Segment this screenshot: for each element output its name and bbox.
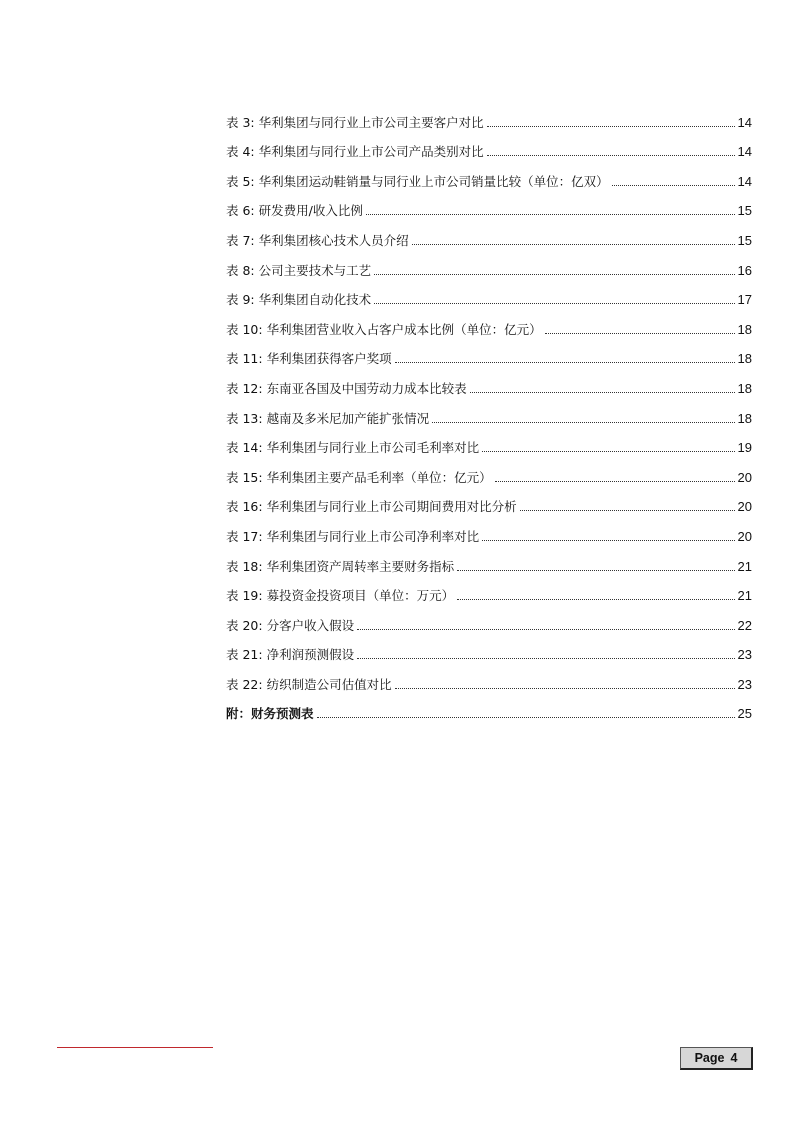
toc-row[interactable]	[226, 604, 752, 634]
toc-row[interactable]	[226, 427, 752, 457]
dot-leader	[374, 273, 734, 275]
page-word: Page	[694, 1051, 725, 1065]
toc-page-number: 18	[737, 351, 752, 367]
toc-entry-label: 表 3: 华利集团与同行业上市公司主要客户对比	[226, 114, 484, 130]
toc-page-number: 19	[737, 440, 752, 456]
toc-entry-label: 附：财务预测表	[226, 706, 314, 722]
dot-leader	[457, 598, 734, 600]
toc-row[interactable]	[226, 367, 752, 397]
table-of-contents	[226, 101, 752, 722]
toc-page-number: 20	[737, 528, 752, 544]
dot-leader	[317, 716, 735, 718]
toc-row[interactable]	[226, 219, 752, 249]
toc-entry-label: 表 19: 募投资金投资项目（单位：万元）	[226, 588, 455, 604]
dot-leader	[612, 184, 735, 186]
toc-row[interactable]	[226, 545, 752, 575]
toc-page-number: 14	[737, 114, 752, 130]
toc-row[interactable]	[226, 279, 752, 309]
toc-entry-label: 表 4: 华利集团与同行业上市公司产品类别对比	[226, 144, 484, 160]
toc-entry-label: 表 17: 华利集团与同行业上市公司净利率对比	[226, 528, 480, 544]
toc-page-number: 25	[737, 706, 752, 722]
toc-page-number: 20	[737, 469, 752, 485]
toc-entry-label: 表 14: 华利集团与同行业上市公司毛利率对比	[226, 440, 480, 456]
toc-page-number: 14	[737, 173, 752, 189]
toc-row[interactable]	[226, 575, 752, 605]
toc-entry-label: 表 9: 华利集团自动化技术	[226, 292, 372, 308]
toc-entry-label: 表 5: 华利集团运动鞋销量与同行业上市公司销量比较（单位：亿双）	[226, 173, 609, 189]
toc-entry-label: 表 12: 东南亚各国及中国劳动力成本比较表	[226, 380, 467, 396]
toc-entry-label: 表 22: 纺织制造公司估值对比	[226, 676, 392, 692]
toc-page-number: 16	[737, 262, 752, 278]
footer-rule	[57, 1047, 213, 1048]
toc-page-number: 14	[737, 144, 752, 160]
toc-entry-label: 表 11: 华利集团获得客户奖项	[226, 351, 392, 367]
toc-entry-label: 表 20: 分客户收入假设	[226, 617, 355, 633]
toc-page-number: 22	[737, 617, 752, 633]
toc-row[interactable]	[226, 131, 752, 161]
toc-row[interactable]	[226, 456, 752, 486]
toc-row[interactable]	[226, 486, 752, 516]
toc-row[interactable]	[226, 249, 752, 279]
toc-entry-label: 表 7: 华利集团核心技术人员介绍	[226, 232, 409, 248]
toc-row[interactable]	[226, 308, 752, 338]
toc-entry-label: 表 6: 研发费用/收入比例	[226, 203, 363, 219]
toc-page-number: 21	[737, 558, 752, 574]
toc-page-number: 15	[737, 203, 752, 219]
toc-page-number: 23	[737, 647, 752, 663]
dot-leader	[395, 687, 735, 689]
dot-leader	[470, 391, 735, 393]
toc-row[interactable]	[226, 160, 752, 190]
dot-leader	[482, 539, 734, 541]
toc-entry-label: 表 21: 净利润预测假设	[226, 647, 355, 663]
dot-leader	[487, 125, 735, 127]
toc-row[interactable]	[226, 101, 752, 131]
toc-page-number: 15	[737, 232, 752, 248]
toc-entry-label: 表 18: 华利集团资产周转率主要财务指标	[226, 558, 455, 574]
toc-row[interactable]	[226, 397, 752, 427]
toc-entry-label: 表 13: 越南及多米尼加产能扩张情况	[226, 410, 430, 426]
page-number: 4	[730, 1051, 738, 1065]
dot-leader	[545, 332, 735, 334]
dot-leader	[482, 450, 734, 452]
toc-page-number: 18	[737, 380, 752, 396]
dot-leader	[495, 480, 735, 482]
toc-page-number: 17	[737, 292, 752, 308]
toc-row[interactable]	[226, 663, 752, 693]
toc-row[interactable]	[226, 634, 752, 664]
dot-leader	[432, 421, 734, 423]
toc-row[interactable]	[226, 515, 752, 545]
dot-leader	[357, 628, 734, 630]
toc-page-number: 18	[737, 321, 752, 337]
page-number-box	[680, 1047, 753, 1070]
dot-leader	[457, 569, 734, 571]
toc-entry-label: 表 16: 华利集团与同行业上市公司期间费用对比分析	[226, 499, 517, 515]
dot-leader	[487, 154, 735, 156]
dot-leader	[520, 509, 735, 511]
dot-leader	[395, 361, 735, 363]
dot-leader	[366, 213, 735, 215]
dot-leader	[374, 302, 734, 304]
toc-page-number: 18	[737, 410, 752, 426]
toc-entry-label: 表 10: 华利集团营业收入占客户成本比例（单位：亿元）	[226, 321, 542, 337]
toc-page-number: 20	[737, 499, 752, 515]
toc-page-number: 23	[737, 676, 752, 692]
toc-row-appendix[interactable]	[226, 693, 752, 723]
toc-entry-label: 表 8: 公司主要技术与工艺	[226, 262, 372, 278]
dot-leader	[412, 243, 735, 245]
toc-page-number: 21	[737, 588, 752, 604]
dot-leader	[357, 657, 734, 659]
toc-row[interactable]	[226, 338, 752, 368]
toc-row[interactable]	[226, 190, 752, 220]
toc-entry-label: 表 15: 华利集团主要产品毛利率（单位：亿元）	[226, 469, 492, 485]
